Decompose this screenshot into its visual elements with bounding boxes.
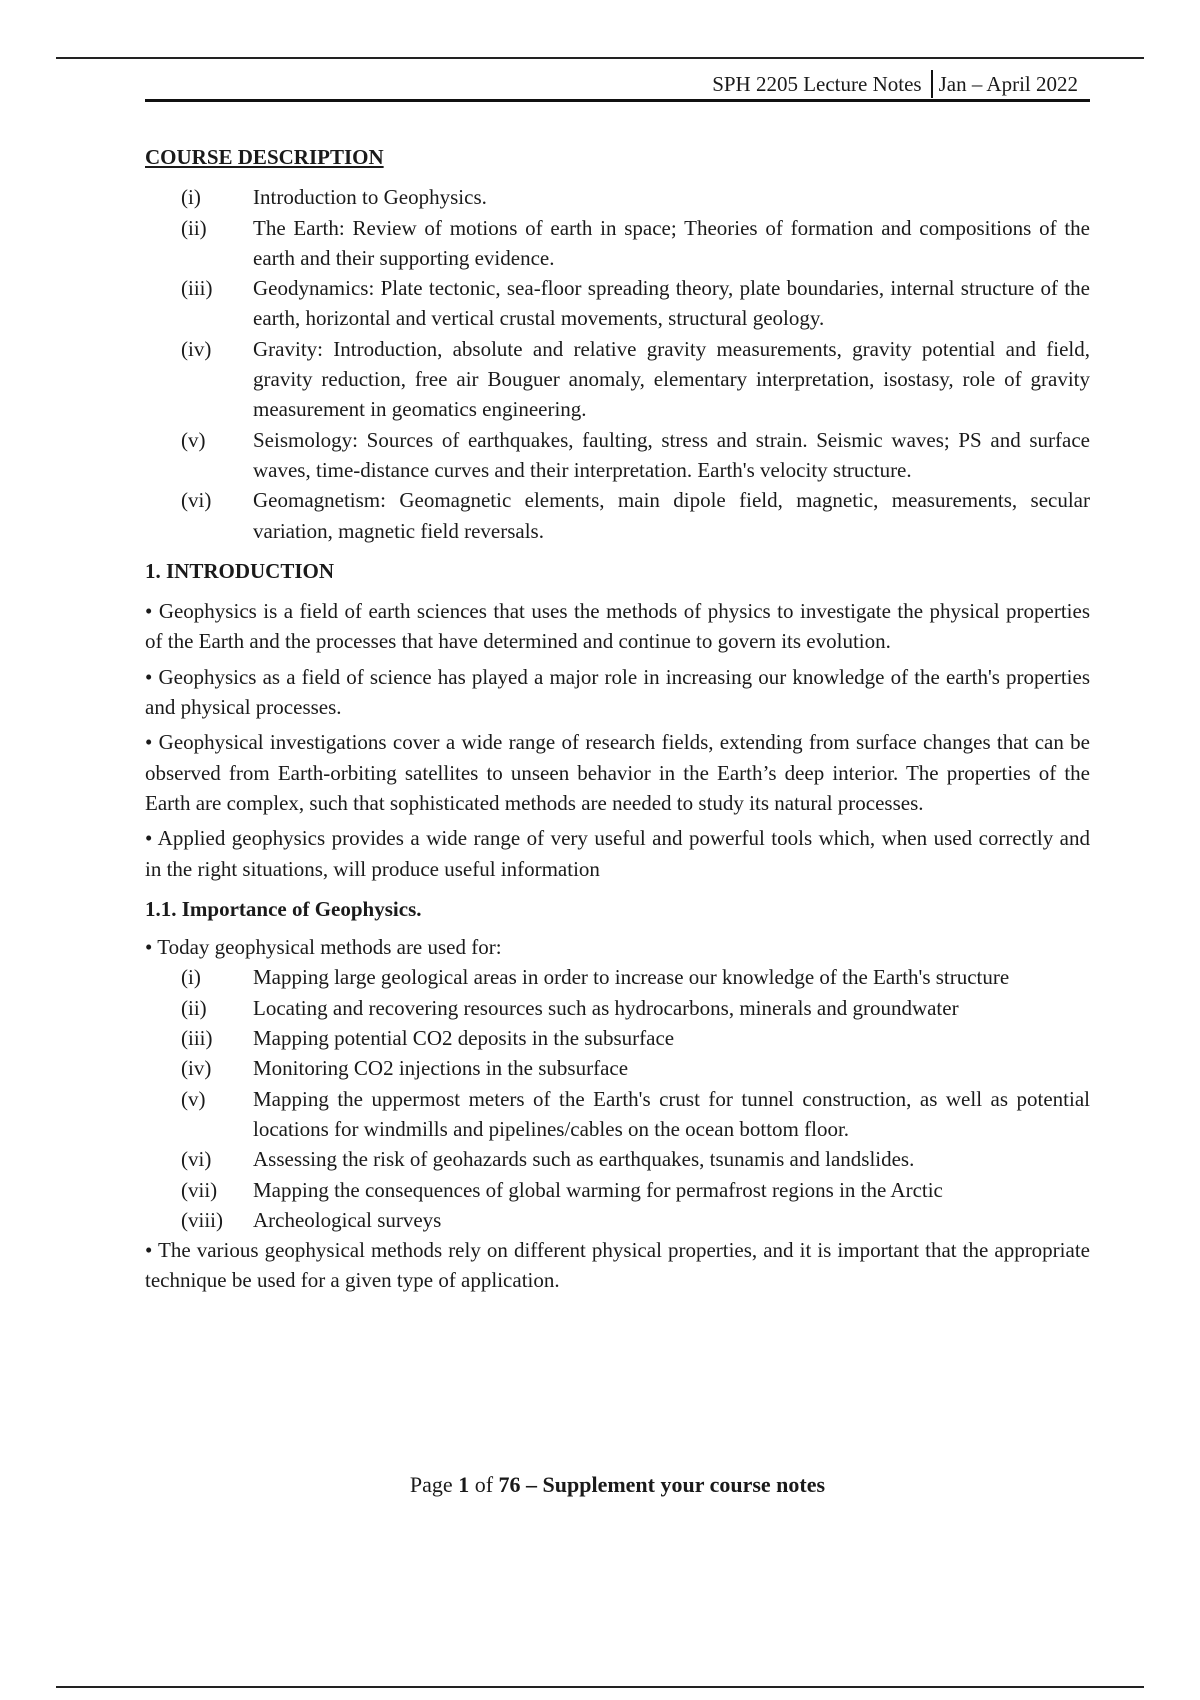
list-item-number: (v): [181, 427, 206, 452]
footer-page-total: 76: [498, 1472, 521, 1497]
list-item-number: (iv): [181, 1056, 212, 1081]
list-item-number: (viii): [181, 1207, 223, 1232]
importance-closing: • The various geophysical methods rely on different physical properties, and it is important that the appropriate technique be used for a given type of application.: [145, 1238, 1090, 1293]
bullet-paragraph: • Geophysical investigations cover a wide range of research fields, extending from surface changes that can be observed from Earth-orbiting satellites to unseen behavior in the Earth’s deep interior. The properties of the Earth are complex, such that sophisticated methods are needed to study its natural processes.: [145, 730, 1090, 815]
bullet-paragraph: • Geophysics as a field of science has played a major role in increasing our knowledge of the earth's properties and physical processes.: [145, 664, 1090, 720]
list-item: [145, 273, 1090, 334]
list-item-text: Mapping the uppermost meters of the Earth's crust for tunnel construction, as well as potential locations for windmills and pipelines/cables on the ocean bottom floor.: [253, 1086, 1090, 1141]
list-item-number: (vi): [181, 488, 212, 513]
list-item-text: Geomagnetism: Geomagnetic elements, main dipole field, magnetic, measurements, secular variation, magnetic field reversals.: [253, 488, 1090, 543]
list-item-number: (vii): [181, 1177, 218, 1202]
course-description-list: [145, 182, 1090, 546]
list-item: [145, 1205, 1090, 1235]
list-item-number: (i): [181, 185, 201, 210]
list-item: [145, 334, 1090, 425]
bottom-rule: [56, 1686, 1144, 1688]
list-item: [145, 213, 1090, 274]
list-item: [145, 1175, 1090, 1205]
list-item-text: Mapping the consequences of global warming for permafrost regions in the Arctic: [253, 1177, 943, 1202]
list-item-text: Archeological surveys: [253, 1207, 442, 1232]
list-item-number: (vi): [181, 1147, 212, 1172]
list-item-number: (ii): [181, 995, 207, 1020]
bullet-paragraph: • Applied geophysics provides a wide range of very useful and powerful tools which, when used correctly and in the right situations, will produce useful information: [145, 826, 1090, 881]
top-rule: [56, 57, 1144, 59]
list-item-text: Monitoring CO2 injections in the subsurface: [253, 1056, 629, 1081]
course-description-title: COURSE DESCRIPTION: [145, 145, 384, 169]
list-item-number: (ii): [181, 215, 207, 240]
list-item-text: Gravity: Introduction, absolute and relative gravity measurements, gravity potential and field, gravity reduction, free air Bouguer anomaly, elementary interpretation, isostasy, role of gravity measurement in geomatics engineering.: [253, 336, 1090, 422]
header-course: SPH 2205 Lecture Notes: [712, 70, 932, 98]
importance-section: [145, 932, 1090, 962]
list-item: [145, 1053, 1090, 1083]
list-item: [145, 1023, 1090, 1053]
running-header: [145, 70, 1090, 102]
importance-heading: 1.1. Importance of Geophysics.: [145, 896, 422, 921]
list-item-text: Assessing the risk of geohazards such as earthquakes, tsunamis and landslides.: [253, 1147, 915, 1172]
list-item-text: Mapping potential CO2 deposits in the subsurface: [253, 1026, 675, 1051]
list-item: [145, 182, 1090, 212]
list-item: [145, 485, 1090, 546]
bullet-paragraph: • Geophysics is a field of earth sciences that uses the methods of physics to investigate the physical properties of the Earth and the processes that have determined and continue to govern its evolution.: [145, 599, 1090, 654]
footer-page-current: 1: [458, 1472, 470, 1497]
header-term: Jan – April 2022: [938, 72, 1078, 96]
list-item-text: Locating and recovering resources such as hydrocarbons, minerals and groundwater: [253, 995, 959, 1020]
introduction-bullets: [145, 596, 1090, 884]
list-item-text: Geodynamics: Plate tectonic, sea-floor spreading theory, plate boundaries, internal structure of the earth, horizontal and vertical crustal movements, structural geology.: [253, 276, 1090, 331]
page-content: [145, 142, 1090, 1301]
introduction-heading: 1. INTRODUCTION: [145, 558, 335, 583]
importance-list: [145, 962, 1090, 1235]
list-item-text: Mapping large geological areas in order to increase our knowledge of the Earth's structure: [253, 965, 1010, 990]
list-item-text: The Earth: Review of motions of earth in space; Theories of formation and compositions of the earth and their supporting evidence.: [253, 215, 1090, 270]
list-item-number: (i): [181, 965, 201, 990]
list-item: [145, 962, 1090, 992]
footer-of-word: of: [474, 1472, 494, 1497]
list-item-text: Seismology: Sources of earthquakes, faulting, stress and strain. Seismic waves; PS and surface waves, time-distance curves and their interpretation. Earth's velocity structure.: [253, 427, 1090, 482]
list-item: [145, 993, 1090, 1023]
list-item: [145, 1084, 1090, 1145]
list-item-text: Introduction to Geophysics.: [253, 185, 487, 210]
footer-page-word: Page: [409, 1472, 453, 1497]
footer-suffix: – Supplement your course notes: [526, 1472, 826, 1497]
list-item-number: (iii): [181, 1026, 213, 1051]
importance-closing-block: [145, 1235, 1090, 1296]
list-item-number: (iv): [181, 336, 212, 361]
list-item-number: (iii): [181, 276, 213, 301]
list-item: [145, 425, 1090, 486]
list-item: [145, 1144, 1090, 1174]
page-footer: [145, 1470, 1090, 1500]
list-item-number: (v): [181, 1086, 206, 1111]
importance-lead: • Today geophysical methods are used for:: [145, 935, 502, 960]
